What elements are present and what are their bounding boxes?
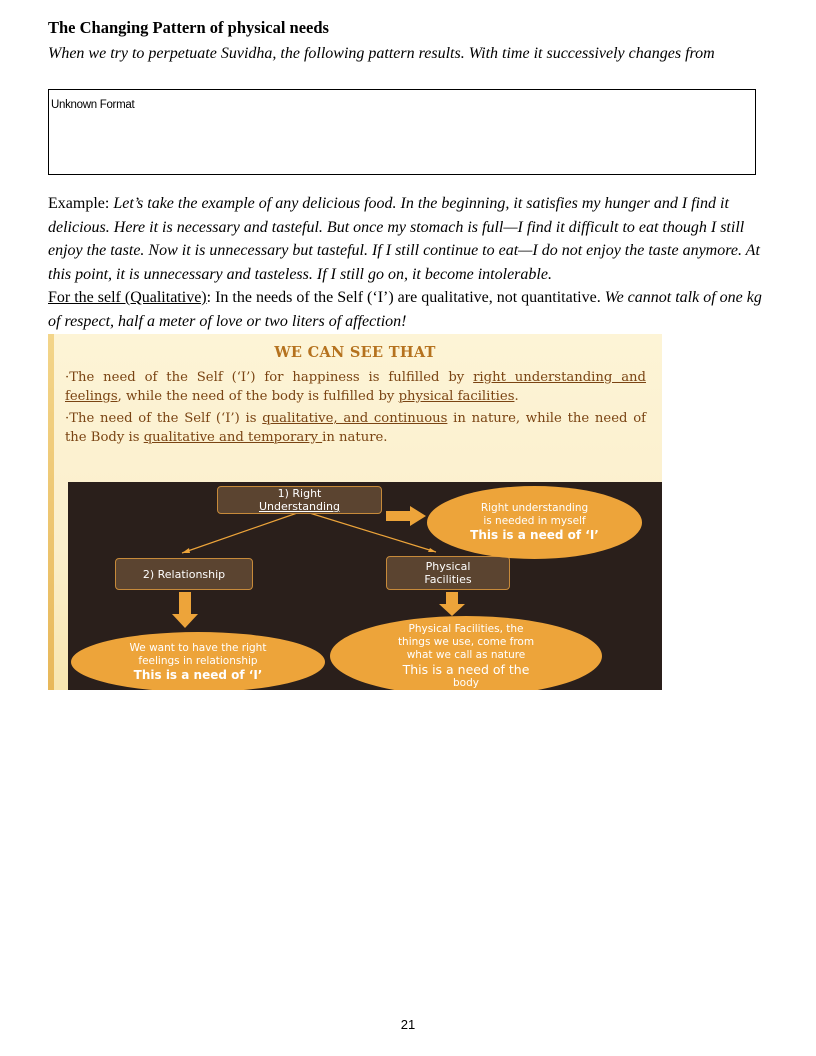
bullet-1-underline-2: physical facilities bbox=[398, 389, 515, 404]
slide-accent-bar bbox=[48, 334, 54, 690]
self-italic: We cannot talk of one kg of respect, half a meter of love or two liters of affection! bbox=[48, 289, 762, 330]
section-heading: The Changing Pattern of physical needs bbox=[48, 18, 329, 37]
need-of-self-ellipse-2 bbox=[71, 632, 325, 690]
bullet-1-text-a: ·The need of the Self (‘I’) for happiness is fulfilled by bbox=[65, 370, 474, 385]
needs-diagram bbox=[68, 482, 662, 690]
example-paragraph bbox=[48, 192, 769, 286]
ell3-line3: what we call as nature bbox=[406, 648, 526, 661]
ell1-strong: This is a need of ‘I’ bbox=[470, 528, 599, 542]
box3-line2: Facilities bbox=[424, 573, 472, 586]
ell1-line1: Right understanding bbox=[480, 502, 589, 514]
bullet-1-underline-1: right understanding and feelings bbox=[65, 370, 646, 404]
intro-paragraph: When we try to perpetuate Suvidha, the following pattern results. With time it successively changes from bbox=[48, 45, 715, 62]
self-text: In the needs of the Self (‘I’) are qualitative, not quantitative. bbox=[215, 289, 605, 306]
need-of-self-ellipse-1 bbox=[427, 486, 642, 559]
slide-bullet-1 bbox=[65, 368, 646, 406]
ell3-mid: This is a need of the bbox=[402, 661, 530, 677]
ell3-line2: things we use, come from bbox=[397, 635, 535, 648]
example-label: Example: bbox=[48, 195, 114, 212]
slide-bullet-2 bbox=[65, 409, 646, 447]
box2-label: 2) Relationship bbox=[142, 567, 226, 581]
down-arrow-icon-left bbox=[172, 592, 198, 628]
slide-bullets bbox=[65, 368, 646, 450]
body-text bbox=[48, 192, 769, 333]
bullet-2-underline-2: qualitative and temporary bbox=[143, 430, 323, 445]
example-text: Let’s take the example of any delicious food. In the beginning, it satisfies my hunger and I find it delicious. Here it is necessary and tasteful. But once my stomach is full—I find it difficult to eat though I still enjoy the taste. Now it is unnecessary but tasteful. If I still continue to eat—I do not enjoy the taste anymore. At this point, it is unnecessary and tasteless. If I still go on, it become intolerable. bbox=[48, 195, 760, 283]
self-label: For the self (Qualitative) bbox=[48, 289, 207, 306]
box1-line1: 1) Right bbox=[277, 487, 322, 500]
bullet-2-text-b: in nature, while the need of the Body is bbox=[65, 411, 647, 445]
ell1-line2: is needed in myself bbox=[483, 515, 586, 527]
need-of-body-ellipse bbox=[330, 616, 602, 690]
ell3-line1: Physical Facilities, the bbox=[408, 622, 524, 635]
relationship-box bbox=[115, 558, 253, 590]
bullet-2-underline-1: qualitative, and continuous bbox=[262, 411, 448, 426]
bullet-1-text-b: , while the need of the body is fulfilled by bbox=[117, 389, 399, 404]
slide-title: WE CAN SEE THAT bbox=[274, 344, 436, 361]
self-colon: : bbox=[206, 289, 216, 306]
slide-image bbox=[48, 334, 662, 690]
ell2-line2: feelings in relationship bbox=[138, 654, 258, 667]
right-arrow-icon bbox=[386, 506, 426, 526]
connector-head-relationship bbox=[182, 548, 190, 553]
physical-facilities-box bbox=[386, 556, 510, 590]
page-number: 21 bbox=[400, 1017, 416, 1032]
placeholder-label: Unknown Format bbox=[51, 99, 135, 111]
ell2-strong: This is a need of ‘I’ bbox=[133, 667, 263, 682]
box1-line2: Understanding bbox=[258, 500, 341, 513]
self-paragraph bbox=[48, 286, 769, 333]
unknown-format-placeholder bbox=[48, 89, 756, 175]
ell3-line4: body bbox=[453, 676, 479, 689]
ell2-line1: We want to have the right bbox=[129, 641, 267, 654]
down-arrow-icon-right bbox=[439, 592, 465, 616]
box3-line1: Physical bbox=[425, 560, 471, 573]
bullet-2-text-a: ·The need of the Self (‘I’) is bbox=[65, 411, 263, 426]
connector-to-relationship bbox=[182, 511, 303, 553]
bullet-2-text-c: in nature. bbox=[322, 430, 388, 445]
bullet-1-text-c: . bbox=[514, 389, 519, 404]
connector-head-facilities bbox=[428, 548, 436, 552]
right-understanding-box bbox=[217, 486, 382, 514]
